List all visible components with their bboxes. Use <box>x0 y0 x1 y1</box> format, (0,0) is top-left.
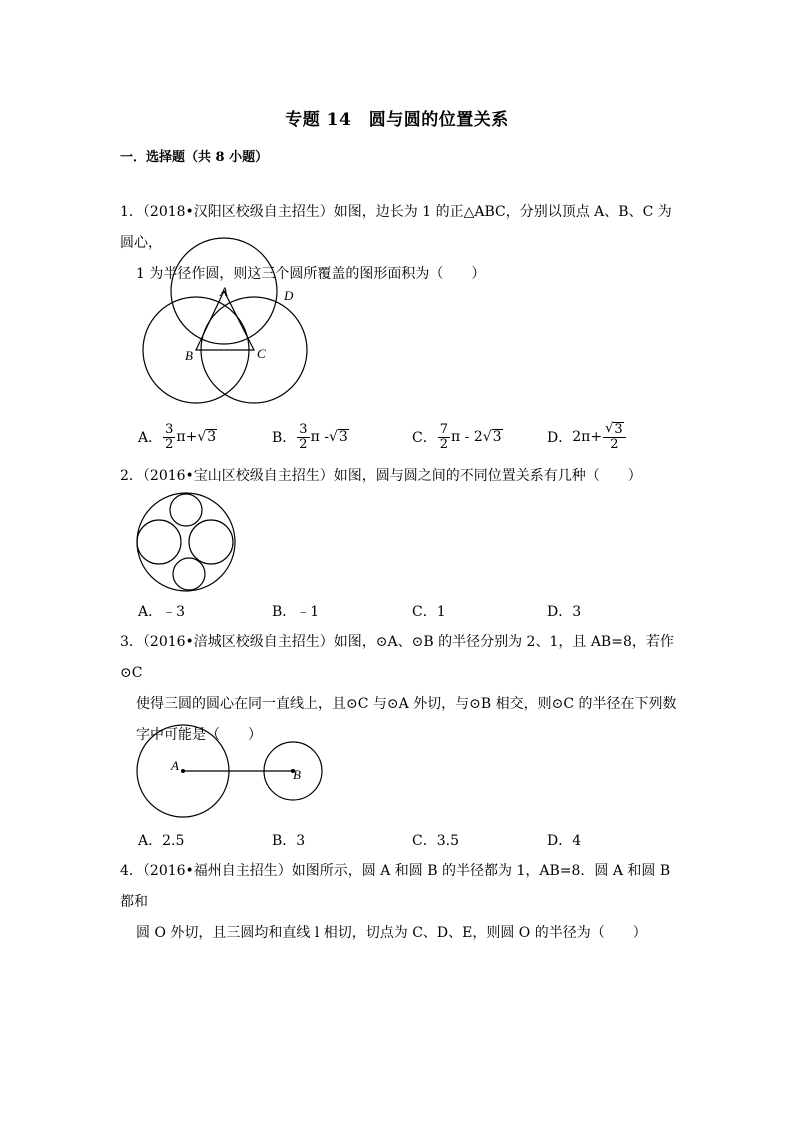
question-2-figure <box>135 492 240 592</box>
question-3-option-b[interactable]: B．3 <box>272 833 306 849</box>
question-4-line1: 4．（2016•福州自主招生）如图所示，圆 A 和圆 B 的半径都为 1，AB=8．圆 A 和圆 B 都和 <box>120 863 671 910</box>
question-1-option-b[interactable]: B． $\frac{3}{2}$ π - √ 3 <box>272 421 348 452</box>
label-a: A <box>220 284 228 299</box>
inner-circle-left <box>137 520 181 564</box>
question-1-figure <box>140 240 315 410</box>
question-2-option-d[interactable]: D．3 <box>547 604 582 620</box>
outer-circle <box>137 493 235 591</box>
question-2-text <box>120 461 680 492</box>
inner-circle-top <box>170 494 202 526</box>
question-3-option-d[interactable]: D．4 <box>547 833 582 849</box>
inner-circle-right <box>189 520 233 564</box>
label-c: C <box>257 346 266 361</box>
label-a: A <box>171 758 179 773</box>
label-b: B <box>185 348 193 363</box>
triangle-abc <box>196 291 254 350</box>
question-1-option-a[interactable]: A． $\frac{3}{2}$ π+ √ 3 <box>138 421 217 452</box>
question-2-option-c[interactable]: C．1 <box>412 604 446 620</box>
sqrt-icon: √ 3 <box>482 429 502 445</box>
label-d: D <box>284 288 294 303</box>
sqrt-icon: √ 3 <box>197 429 217 445</box>
label-b: B <box>293 767 301 782</box>
sqrt-icon: √ 3 <box>328 429 348 445</box>
question-2-options <box>138 596 698 626</box>
question-3-line2: 使得三圆的圆心在同一直线上，且⊙C 与⊙A 外切，与⊙B 相交，则⊙C 的半径在下列数 <box>136 696 677 712</box>
question-1-option-d[interactable]: D． 2π+ √ 3 2 <box>547 422 627 452</box>
question-4-text <box>120 856 680 949</box>
question-1-option-c[interactable]: C． $\frac{7}{2}$ π - 2 √ 3 <box>412 421 502 452</box>
section-heading: 一．选择题（共 8 小题） <box>120 150 269 165</box>
center-a <box>181 769 185 773</box>
sqrt-icon: √ 3 <box>605 421 623 437</box>
question-1-options <box>138 422 698 452</box>
inner-circle-bottom <box>173 558 205 590</box>
question-3-figure <box>136 724 336 819</box>
question-3-option-c[interactable]: C．3.5 <box>412 833 459 849</box>
question-1-line2: 1 为半径作圆，则这三个圆所覆盖的图形面积为（ ） <box>136 266 486 282</box>
question-3-options <box>138 825 698 855</box>
question-2-option-a[interactable]: A．﹣3 <box>138 604 186 620</box>
question-3-option-a[interactable]: A．2.5 <box>138 833 185 849</box>
question-4-line2: 圆 O 外切，且三圆均和直线 l 相切，切点为 C、D、E，则圆 O 的半径为（ ） <box>136 925 647 941</box>
question-3-line1: 3．（2016•涪城区校级自主招生）如图，⊙A、⊙B 的半径分别为 2、1，且 AB=8，若作⊙C <box>120 634 674 681</box>
question-2-line1: 2．（2016•宝山区校级自主招生）如图，圆与圆之间的不同位置关系有几种（ ） <box>120 468 642 484</box>
question-1-line1: 1．（2018•汉阳区校级自主招生）如图，边长为 1 的正△ABC，分别以顶点 A、B、C 为圆心， <box>120 204 672 251</box>
question-3-line3: 字中可能是（ ） <box>136 727 262 743</box>
page-title: 专题 14 圆与圆的位置关系 <box>285 110 509 130</box>
question-2-option-b[interactable]: B．﹣1 <box>272 604 320 620</box>
